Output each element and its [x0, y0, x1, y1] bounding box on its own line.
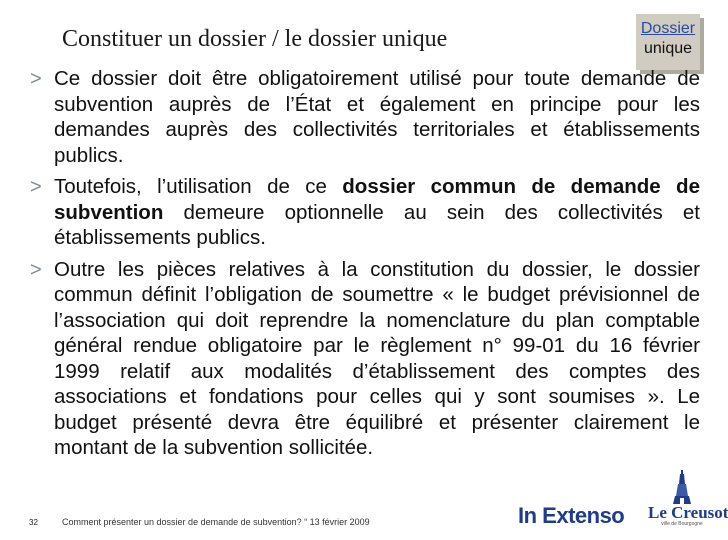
footer-text: Comment présenter un dossier de demande de subvention? “ 13 février 2009	[62, 517, 370, 527]
bullet-item	[30, 66, 700, 168]
dossier-unique-badge	[636, 14, 700, 70]
bullet-text: Ce dossier doit être obligatoirement utilisé pour toute demande de subvention auprès de l’État et également en principe pour les demandes auprès des collectivités territoriales et établissements publics.	[54, 67, 700, 167]
bullet-text: Outre les pièces relatives à la constitution du dossier, le dossier commun définit l’obligation de soumettre « le budget prévisionnel de l’association qui doit reprendre la nomenclature du plan comptable général rendue obligatoire par le règlement n° 99-01 du 16 février 1999 relatif aux modalités d’établissement des comptes des associations et fondations pour celles qui y sont soumises ». Le budget présenté devra être équilibré et présenter clairement le montant de la subvention sollicitée.	[54, 257, 700, 459]
chevron-right-icon: >	[30, 176, 42, 198]
badge-label: unique	[643, 40, 693, 57]
bullet-text: Toutefois, l’utilisation de ce dossier commun de demande de subvention demeure optionnelle au sein des collectivités et établissements publics.	[54, 175, 700, 249]
le-creusot-name: Le Creusot	[648, 503, 728, 522]
page-number: 32	[29, 518, 38, 527]
chevron-right-icon: >	[30, 68, 42, 90]
in-extenso-logo: In Extenso	[518, 503, 625, 528]
bullet-list	[30, 66, 700, 467]
badge-link[interactable]: Dossier	[640, 20, 696, 37]
bullet-item	[30, 257, 700, 461]
bullet-item	[30, 174, 700, 251]
chevron-right-icon: >	[30, 258, 42, 281]
le-creusot-logo	[648, 470, 728, 536]
le-creusot-tagline: ville de Bourgogne	[661, 521, 703, 527]
slide-title: Constituer un dossier / le dossier unique	[62, 26, 448, 52]
bullet-bold-text: dossier commun de demande de subvention	[54, 175, 700, 224]
tower-icon	[671, 470, 693, 504]
